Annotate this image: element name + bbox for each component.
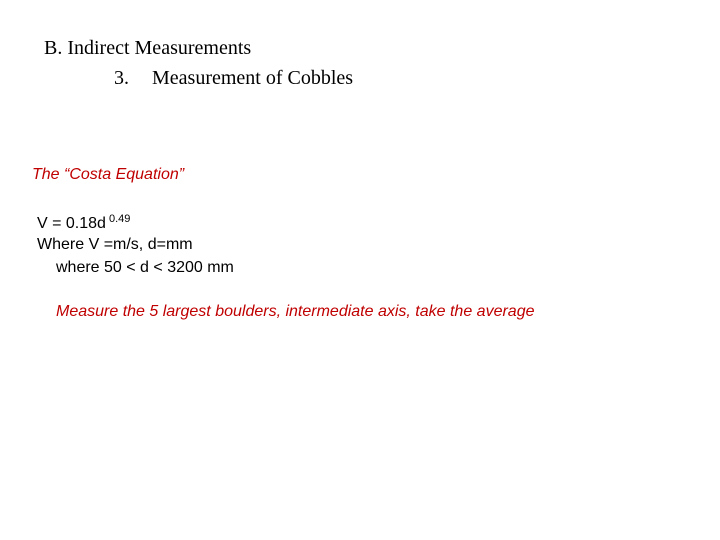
- equation-range: where 50 < d < 3200 mm: [56, 259, 234, 276]
- equation-units: Where V =m/s, d=mm: [37, 236, 193, 253]
- equation-exponent: 0.49: [108, 213, 131, 225]
- section-number: 3.: [114, 67, 129, 89]
- measurement-note: Measure the 5 largest boulders, intermediate axis, take the average: [56, 303, 535, 320]
- costa-equation: [37, 214, 130, 232]
- equation-heading: The “Costa Equation”: [32, 166, 185, 183]
- slide-title: B. Indirect Measurements: [44, 37, 252, 59]
- equation-lhs: V = 0.18d: [37, 215, 106, 232]
- section-title: Measurement of Cobbles: [152, 67, 354, 89]
- slide-subtitle: [114, 68, 353, 88]
